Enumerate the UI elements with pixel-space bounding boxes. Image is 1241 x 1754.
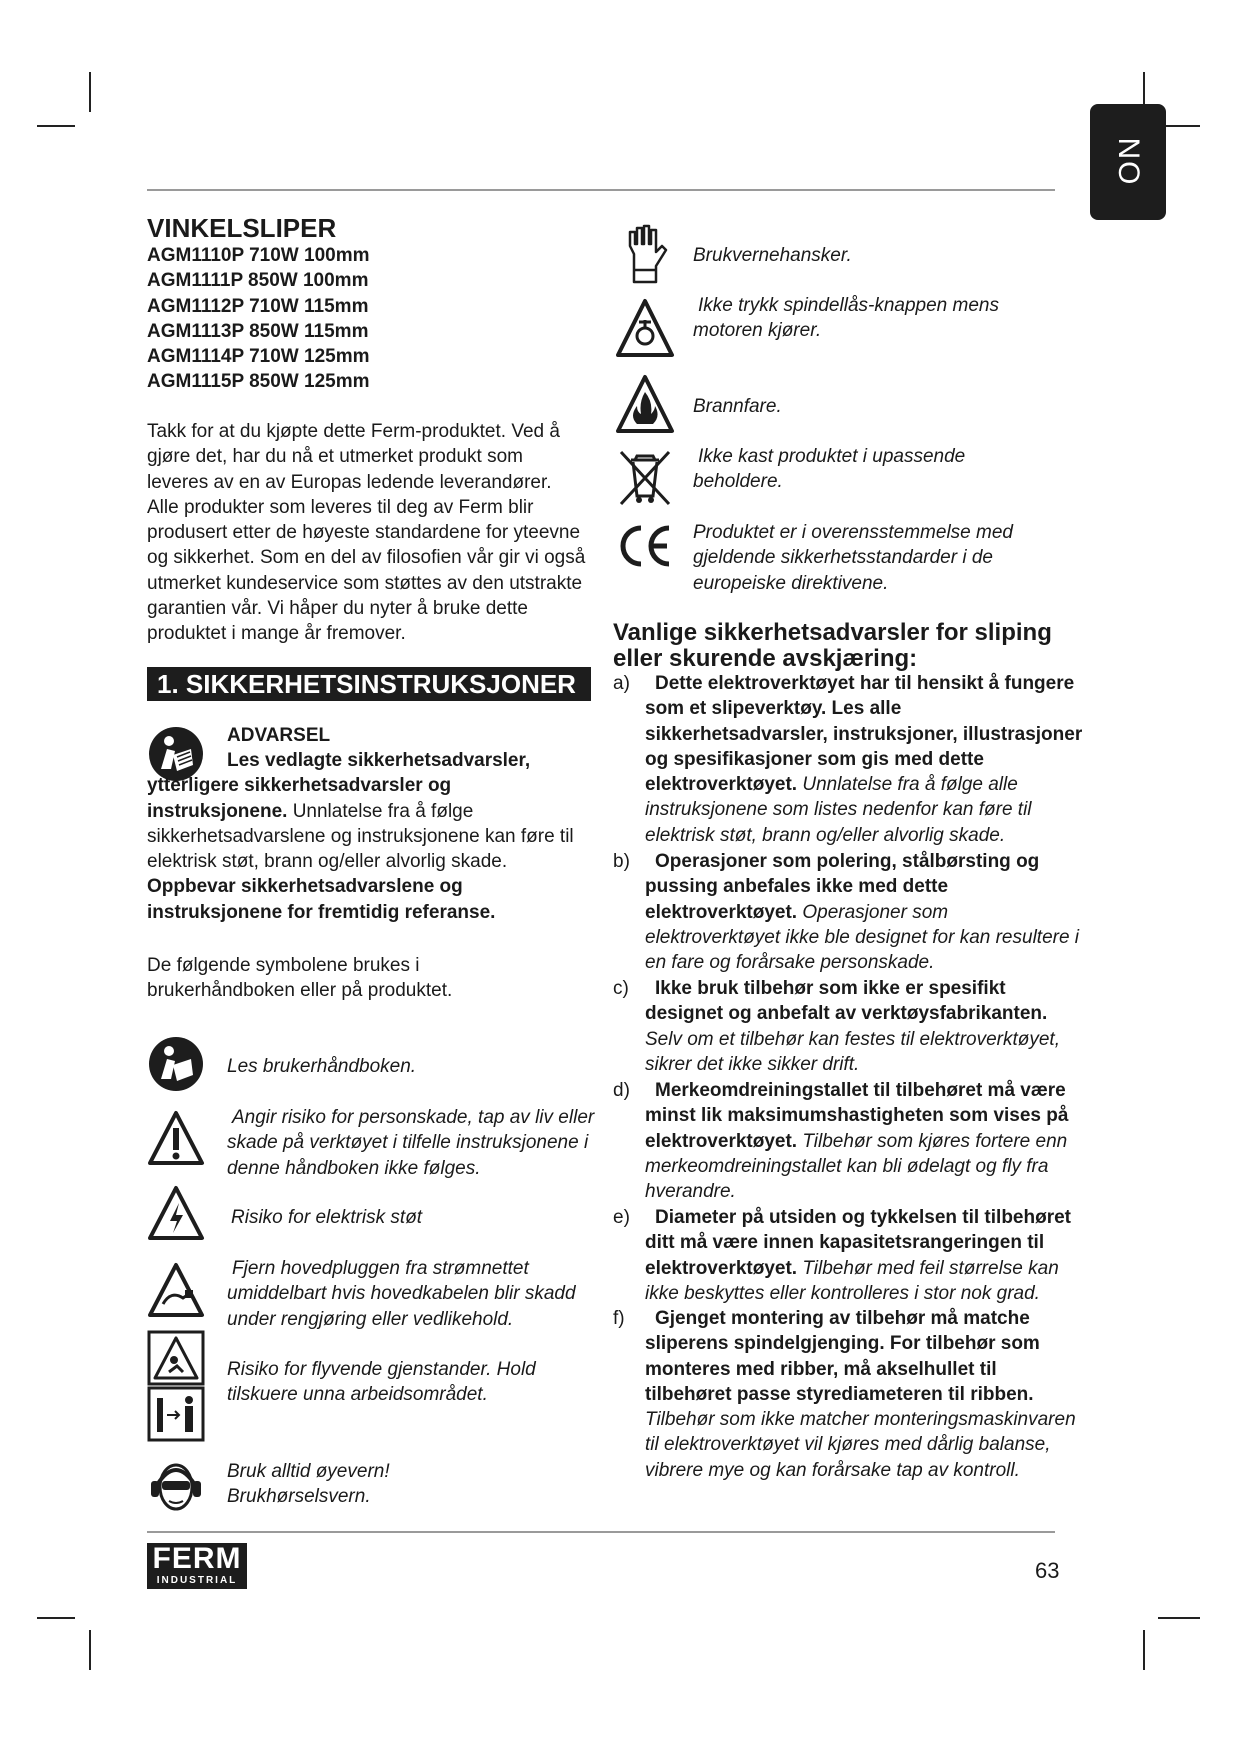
symbol-description: Ikke kast produktet i upassende beholdere. [693,446,966,493]
language-tab [1090,104,1166,220]
symbol-description: Bruk alltid øyevern! Brukhørselsvern. [227,1461,390,1508]
warning-item-content [645,849,1083,975]
fire-hazard-icon [615,374,675,434]
warning-item-letter: d) [613,1080,630,1101]
unplug-icon [147,1262,205,1318]
model-line: AGM1113P 850W 115mm [147,320,369,342]
product-title: VINKELSLIPER [147,213,337,243]
page-number: 63 [1035,1558,1060,1583]
logo-sub-text: INDUSTRIAL [156,1575,238,1586]
warning-item-letter: a) [613,673,630,694]
warning-item-italic: Selv om et tilbehør kan festes til elektroverktøyet, sikrer det ikke sikker drift. [645,1028,1060,1075]
warning-item-italic: Tilbehør med feil størrelse kan ikke beskyttes eller kontrolleres i stor nok grad. [645,1257,1059,1304]
warning-title: ADVARSEL [227,725,331,746]
warning-item [613,671,1083,848]
crop-mark [89,72,91,112]
symbol-description: Ikke trykk spindellås-knappen mens motoren kjører. [693,295,999,342]
warning-item-content [645,976,1083,1077]
warning-icon [147,1110,205,1166]
intro-paragraph: Takk for at du kjøpte dette Ferm-produktet. Ved å gjøre det, har du nå et utmerket produkt som leveres av en av Europas ledende leverandører. Alle produkter som leveres til deg av Ferm blir produsert etter de høyeste standardene for yteevne og sikkerhet. Som en del av filosofien vår gir vi også utmerket kundeservice som støttes av den utstrakte garantien vår. Vi håper du nyter å bruke dette produktet i mange år fremover. [147,421,586,645]
crop-mark [89,1630,91,1670]
warning-paragraph [147,748,587,925]
warning-item-bold: Operasjoner som polering, stålbørsting og pussing anbefales ikke med dette elektroverktøyet. [645,851,1040,923]
spindle-lock-icon [615,298,675,358]
warning-item-letter: e) [613,1207,630,1228]
model-line: AGM1111P 850W 100mm [147,270,369,292]
symbol-description: Brukvernehansker. [693,245,852,266]
crop-mark [1143,1630,1145,1670]
read-manual-icon [147,1035,205,1093]
warning-item-italic: Tilbehør som ikke matcher monteringsmaskinvaren til elektroverktøyet vil kjøres med dårlig balanse, vibrere mye og kan forårsake tap av kontroll. [645,1409,1076,1481]
ce-mark-icon [615,522,675,570]
warning-text: Unnlatelse fra å følge sikkerhetsadvarslene og instruksjonene kan føre til elektrisk støt, brann og/eller alvorlig skade. [147,800,574,873]
warning-item-bold: Diameter på utsiden og tykkelsen til tilbehøret ditt må være innen kapasitetsrangeringen til elektroverktøyet. [645,1207,1071,1279]
warning-item-italic: Tilbehør som kjøres fortere enn merkeomdreiningstallet kan bli ødelagt og fly fra hverandre. [645,1130,1068,1203]
electric-shock-icon [147,1185,205,1241]
warning-item-italic: Operasjoner som elektroverktøyet ikke ble designet for kan resultere i en fare og forårsake personskade. [645,901,1080,974]
gloves-icon [622,224,670,286]
weee-bin-icon [615,448,675,508]
warning-item [613,1306,1083,1483]
warning-item-bold: Dette elektroverktøyet har til hensikt å fungere som et slipeverktøy. Les alle sikkerhetsadvarsler, instruksjoner, illustrasjoner og spesifikasjoner som gis med dette elektroverktøyet. [645,673,1083,796]
warning-item-bold: Gjenget montering av tilbehør må matche sliperens spindelgjenging. For tilbehør som monteres med ribber, må akselhullet til tilbehøret passe styrediameteren til ribben. [645,1308,1040,1405]
warning-item-italic: Unnlatelse fra å følge alle instruksjonene som listes nedenfor kan føre til elektrisk støt, brann og/eller alvorlig skade. [645,774,1032,846]
product-header [147,213,602,395]
logo-main-text: FERM [152,1542,242,1575]
section-heading: 1. SIKKERHETSINSTRUKSJONER [147,667,591,701]
symbol-description: Risiko for elektrisk støt [231,1207,423,1228]
warning-item [613,976,1083,1077]
symbol-description: Les brukerhåndboken. [227,1056,417,1077]
symbol-description: Risiko for flyvende gjenstander. Hold tilskuere unna arbeidsområdet. [227,1359,536,1406]
warning-item-content [645,1205,1083,1306]
warning-item-letter: f) [613,1308,625,1329]
warning-bold-text: Oppbevar sikkerhetsadvarslene og instruksjonene for fremtidig referanse. [147,876,496,923]
model-line: AGM1110P 710W 100mm [147,245,370,266]
symbol-description: Angir risiko for personskade, tap av liv eller skade på verktøyet i tilfelle instruksjonene i denne håndboken ikke følges. [227,1107,595,1179]
warning-item-bold: Merkeomdreiningstallet til tilbehøret må være minst lik maksimumshastigheten som vises på elektroverktøyet. [645,1080,1069,1152]
symbol-description: Produktet er i overensstemmelse med gjeldende sikkerhetsstandarder i de europeiske direktivene. [693,522,1013,594]
crop-mark [37,125,75,127]
general-warnings-heading: Vanlige sikkerhetsadvarsler for sliping eller skurende avskjæring: [613,619,1052,672]
warning-item-content [645,671,1083,848]
top-divider [147,189,1055,191]
warning-item-bold: Ikke bruk tilbehør som ikke er spesifikt designet og anbefalt av verktøysfabrikanten. [645,978,1048,1025]
warning-item-content [645,1306,1083,1483]
warning-item [613,1078,1083,1204]
warning-bold-text: Les vedlagte sikkerhetsadvarsler, ytterligere sikkerhetsadvarsler og instruksjonene. [147,750,531,822]
model-line: AGM1112P 710W 115mm [147,295,369,317]
warning-item [613,1205,1083,1306]
model-line: AGM1115P 850W 125mm [147,371,370,393]
crop-mark [37,1617,75,1619]
warning-item-letter: c) [613,978,629,999]
general-warnings-heading-block [613,620,1083,672]
symbol-description: Fjern hovedpluggen fra strømnettet umiddelbart hvis hovedkabelen blir skadd under rengjøring eller vedlikehold. [227,1258,576,1330]
eye-ear-protection-icon [147,1457,205,1515]
symbol-description: Brannfare. [693,396,782,417]
warning-item-content [645,1078,1083,1204]
symbols-intro: De følgende symbolene brukes i brukerhåndboken eller på produktet. [147,955,453,1002]
model-line: AGM1114P 710W 125mm [147,346,370,368]
warning-item-letter: b) [613,851,630,872]
ferm-logo [147,1543,247,1589]
bottom-divider [147,1531,1055,1533]
warning-item [613,849,1083,975]
language-tab-label: NO [1112,137,1145,187]
crop-mark [1158,1617,1200,1619]
flying-objects-icon [147,1330,205,1442]
